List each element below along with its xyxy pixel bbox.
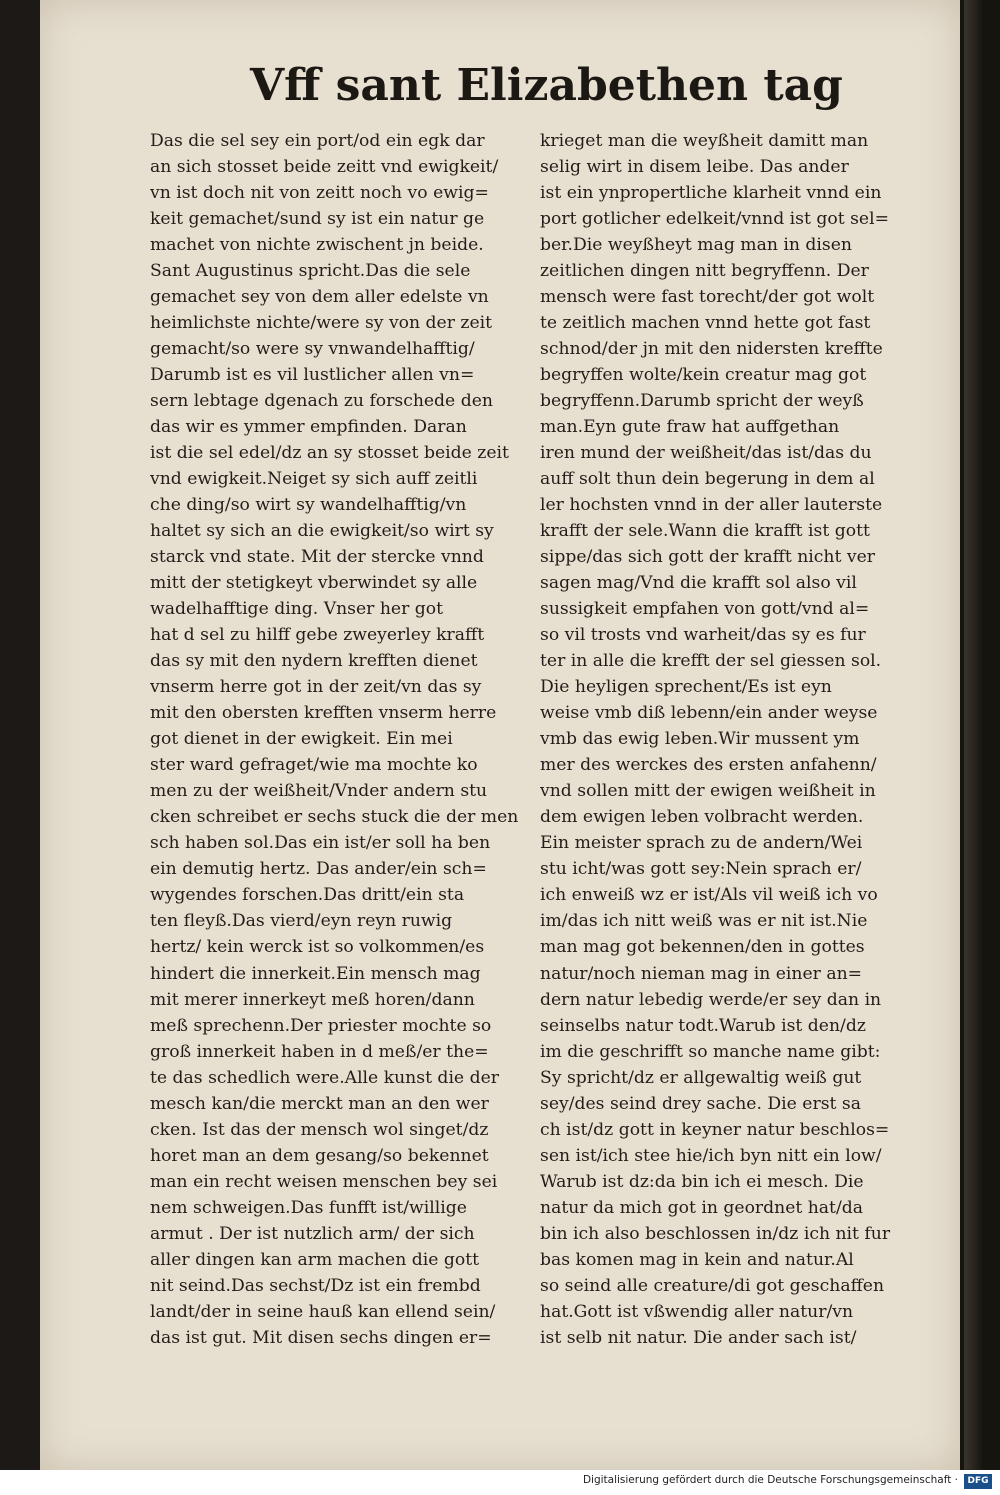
- text-line: iren mund der weißheit/das ist/das du: [540, 443, 872, 464]
- text-line: so seind alle creature/di got geschaffen: [540, 1275, 885, 1296]
- text-line: bas komen mag in kein and natur.Al: [540, 1249, 854, 1270]
- text-line: man ein recht weisen menschen bey sei: [150, 1171, 498, 1192]
- text-line: das wir es ymmer empfinden. Daran: [150, 417, 467, 438]
- text-line: starck vnd state. Mit der stercke vnnd: [150, 547, 484, 568]
- text-line: krieget man die weyßheit damitt man: [540, 131, 869, 151]
- text-line: das ist gut. Mit disen sechs dingen er=: [150, 1327, 492, 1348]
- text-line: wygendes forschen.Das dritt/ein sta: [150, 885, 465, 906]
- text-line: man mag got bekennen/den in gottes: [540, 937, 865, 958]
- text-line: hindert die innerkeit.Ein mensch mag: [150, 963, 481, 984]
- text-line: aller dingen kan arm machen die gott: [150, 1249, 480, 1270]
- text-line: Ein meister sprach zu de andern/Wei: [540, 833, 863, 854]
- right-text-column: [540, 128, 910, 1351]
- text-line: groß innerkeit haben in d meß/er the=: [150, 1041, 489, 1062]
- text-line: keit gemachet/sund sy ist ein natur ge: [150, 209, 485, 230]
- text-line: wadelhafftige ding. Vnser her got: [150, 599, 444, 620]
- text-line: gemacht/so were sy vnwandelhafftig/: [150, 339, 475, 360]
- text-line: sippe/das sich gott der krafft nicht ver: [540, 547, 875, 568]
- text-line: krafft der sele.Wann die krafft ist gott: [540, 521, 870, 542]
- text-line: hat d sel zu hilff gebe zweyerley krafft: [150, 625, 485, 646]
- text-line: im/das ich nitt weiß was er nit ist.Nie: [540, 911, 868, 932]
- text-line: cken schreibet er sechs stuck die der men: [150, 807, 519, 828]
- text-line: vmb das ewig leben.Wir mussent ym: [540, 729, 860, 750]
- text-line: weise vmb diß lebenn/ein ander weyse: [540, 703, 878, 724]
- text-line: Sy spricht/dz er allgewaltig weiß gut: [540, 1067, 862, 1088]
- text-line: vnd ewigkeit.Neiget sy sich auff zeitli: [150, 469, 478, 490]
- text-line: ich enweiß wz er ist/Als vil weiß ich vo: [540, 885, 878, 906]
- dfg-logo: DFG: [964, 1474, 992, 1489]
- text-line: begryffen wolte/kein creatur mag got: [540, 365, 867, 386]
- text-line: sussigkeit empfahen von gott/vnd al=: [540, 599, 870, 620]
- text-line: vnd sollen mitt der ewigen weißheit in: [540, 781, 876, 802]
- text-line: ster ward gefraget/wie ma mochte ko: [150, 755, 478, 776]
- text-line: ein demutig hertz. Das ander/ein sch=: [150, 859, 487, 880]
- text-line: te das schedlich were.Alle kunst die der: [150, 1067, 499, 1088]
- text-line: Das die sel sey ein port/od ein egk dar: [150, 131, 485, 151]
- text-line: schnod/der jn mit den nidersten kreffte: [540, 339, 883, 360]
- page-heading: Vff sant Elizabethen tag: [250, 60, 843, 111]
- text-line: sern lebtage dgenach zu forschede den: [150, 391, 493, 412]
- text-line: im die geschrifft so manche name gibt:: [540, 1041, 881, 1062]
- text-line: dem ewigen leben volbracht werden.: [540, 807, 864, 828]
- text-line: haltet sy sich an die ewigkeit/so wirt sy: [150, 521, 494, 542]
- text-line: Warub ist dz:da bin ich ei mesch. Die: [540, 1171, 864, 1192]
- text-line: mensch were fast torecht/der got wolt: [540, 287, 875, 308]
- text-line: cken. Ist das der mensch wol singet/dz: [150, 1119, 489, 1140]
- text-line: mer des werckes des ersten anfahenn/: [540, 755, 877, 776]
- text-line: hat.Gott ist vßwendig aller natur/vn: [540, 1301, 854, 1322]
- text-line: ist selb nit natur. Die ander sach ist/: [540, 1327, 857, 1348]
- text-line: port gotlicher edelkeit/vnnd ist got sel=: [540, 209, 889, 230]
- text-line: vn ist doch nit von zeitt noch vo ewig=: [150, 183, 489, 204]
- left-text-column: [150, 128, 520, 1351]
- text-line: armut . Der ist nutzlich arm/ der sich: [150, 1223, 475, 1244]
- text-line: men zu der weißheit/Vnder andern stu: [150, 781, 488, 802]
- text-line: nem schweigen.Das funfft ist/willige: [150, 1197, 467, 1218]
- text-line: che ding/so wirt sy wandelhafftig/vn: [150, 495, 467, 516]
- text-line: nit seind.Das sechst/Dz ist ein frembd: [150, 1275, 481, 1296]
- text-line: ist ein ynpropertliche klarheit vnnd ein: [540, 183, 882, 204]
- text-line: te zeitlich machen vnnd hette got fast: [540, 313, 871, 334]
- text-line: bin ich also beschlossen in/dz ich nit fur: [540, 1223, 891, 1244]
- text-line: man.Eyn gute fraw hat auffgethan: [540, 417, 840, 438]
- text-line: ler hochsten vnnd in der aller lauterste: [540, 495, 883, 516]
- text-line: vnserm herre got in der zeit/vn das sy: [150, 677, 482, 698]
- text-line: Sant Augustinus spricht.Das die sele: [150, 261, 471, 282]
- text-line: ist die sel edel/dz an sy stosset beide zeit: [150, 443, 509, 464]
- text-line: natur/noch nieman mag in einer an=: [540, 963, 863, 984]
- text-line: machet von nichte zwischent jn beide.: [150, 235, 484, 256]
- text-line: natur da mich got in geordnet hat/da: [540, 1197, 864, 1218]
- text-line: begryffenn.Darumb spricht der weyß: [540, 391, 864, 412]
- text-line: mit merer innerkeyt meß horen/dann: [150, 989, 475, 1010]
- text-line: meß sprechenn.Der priester mochte so: [150, 1015, 492, 1036]
- text-line: sagen mag/Vnd die krafft sol also vil: [540, 573, 857, 594]
- text-line: selig wirt in disem leibe. Das ander: [540, 157, 849, 178]
- page-edge-shadow: [960, 0, 1000, 1470]
- funding-credit: Digitalisierung gefördert durch die Deutsche Forschungsgemeinschaft ·: [582, 1474, 958, 1486]
- text-line: seinselbs natur todt.Warub ist den/dz: [540, 1015, 866, 1036]
- text-line: das sy mit den nydern krefften dienet: [150, 651, 478, 672]
- text-line: so vil trosts vnd warheit/das sy es fur: [540, 625, 866, 646]
- text-line: heimlichste nichte/were sy von der zeit: [150, 313, 493, 334]
- text-line: landt/der in seine hauß kan ellend sein/: [150, 1301, 496, 1322]
- text-line: sey/des seind drey sache. Die erst sa: [540, 1093, 861, 1114]
- text-line: hertz/ kein werck ist so volkommen/es: [150, 937, 485, 958]
- text-line: stu icht/was gott sey:Nein sprach er/: [540, 859, 862, 880]
- text-line: ch ist/dz gott in keyner natur beschlos=: [540, 1119, 890, 1140]
- text-line: ten fleyß.Das vierd/eyn reyn ruwig: [150, 911, 453, 932]
- text-line: horet man an dem gesang/so bekennet: [150, 1145, 489, 1166]
- text-line: auff solt thun dein begerung in dem al: [540, 469, 875, 490]
- text-line: zeitlichen dingen nitt begryffenn. Der: [540, 261, 869, 282]
- text-line: sen ist/ich stee hie/ich byn nitt ein low/: [540, 1145, 882, 1166]
- text-line: Darumb ist es vil lustlicher allen vn=: [150, 365, 475, 386]
- text-line: ber.Die weyßheyt mag man in disen: [540, 235, 852, 256]
- text-line: gemachet sey von dem aller edelste vn: [150, 287, 489, 308]
- text-line: mesch kan/die merckt man an den wer: [150, 1093, 489, 1114]
- text-line: ter in alle die krefft der sel giessen sol.: [540, 651, 882, 672]
- text-line: sch haben sol.Das ein ist/er soll ha ben: [150, 833, 491, 854]
- page-fold: [964, 0, 982, 1470]
- text-line: Die heyligen sprechent/Es ist eyn: [540, 677, 832, 698]
- text-line: got dienet in der ewigkeit. Ein mei: [150, 729, 453, 750]
- text-line: an sich stosset beide zeitt vnd ewigkeit/: [150, 157, 499, 178]
- text-line: mitt der stetigkeyt vberwindet sy alle: [150, 573, 478, 594]
- text-line: dern natur lebedig werde/er sey dan in: [540, 989, 882, 1010]
- text-line: mit den obersten krefften vnserm herre: [150, 703, 497, 724]
